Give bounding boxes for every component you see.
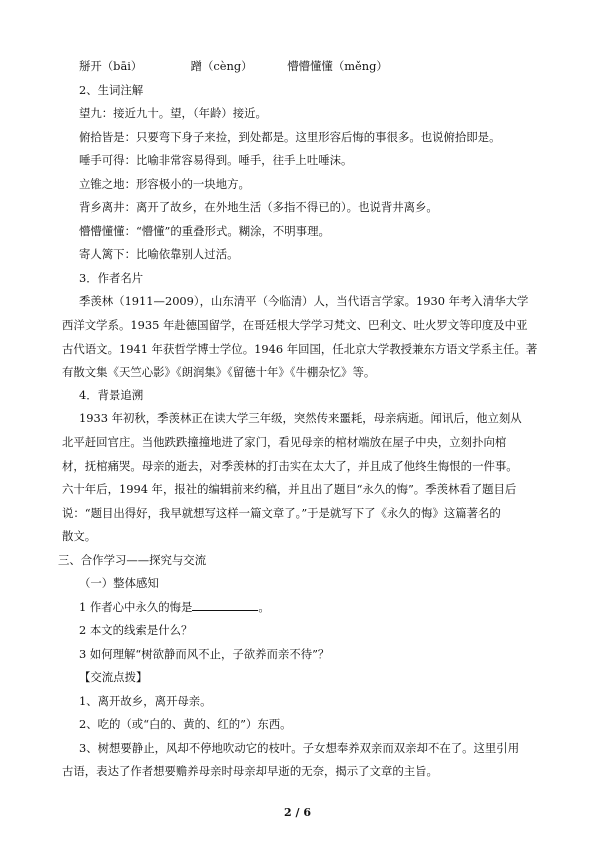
- glossary-item: 唾手可得：比喻非常容易得到。唾手，往手上吐唾沫。: [79, 153, 353, 167]
- question-1-end: 。: [258, 600, 270, 614]
- pinyin-1: 掰开（bāi）: [79, 59, 143, 73]
- answer-line: 2、吃的（或“白的、黄的、红的”）东西。: [79, 717, 292, 731]
- glossary-item: 立锥之地：形容极小的一块地方。: [79, 177, 250, 191]
- answer-line: 1、离开故乡，离开母亲。: [79, 694, 212, 708]
- glossary-item: 俯拾皆是：只要弯下身子来捡，到处都是。这里形容后悔的事很多。也说俯拾即是。: [79, 130, 501, 144]
- pinyin-2: 蹭（cèng）: [190, 59, 253, 73]
- question-1-text: 1 作者心中永久的悔是: [79, 600, 193, 614]
- pinyin-row: [79, 58, 388, 74]
- section-heading: 4．背景追溯: [79, 388, 144, 402]
- pinyin-3: 懵懵懂懂（měng）: [287, 59, 388, 73]
- answer-line: 古语，表达了作者想要赡养母亲时母亲却早逝的无奈，揭示了文章的主旨。: [62, 764, 438, 778]
- question-3: 3 如何理解“树欲静而风不止，子欲养而亲不待”？: [79, 647, 330, 661]
- paragraph-line: 六十年后，1994 年，报社的编辑前来约稿，并且出了题目“永久的悔”。季羡林看了题目后: [62, 482, 517, 496]
- section-heading: 2、生词注解: [79, 83, 144, 97]
- answer-line: 3、树想要静止，风却不停地吹动它的枝叶。子女想奉养双亲而双亲却不在了。这里引用: [79, 741, 520, 755]
- paragraph-line: 北平赶回官庄。当他跌跌撞撞地进了家门，看见母亲的棺材端放在屋子中央，立刻扑向棺: [62, 435, 507, 449]
- glossary-item: 背乡离井：离开了故乡，在外地生活（多指不得已的）。也说背井离乡。: [79, 200, 438, 214]
- paragraph-line: 散文。: [62, 529, 97, 543]
- answer-heading: 【交流点拨】: [79, 670, 148, 684]
- paragraph-line: 西洋文学系。1935 年赴德国留学，在哥廷根大学学习梵文、巴利文、吐火罗文等印度及中亚: [62, 318, 528, 332]
- subsection-heading: （一）整体感知: [79, 576, 159, 590]
- paragraph-line: 古代语文。1941 年获哲学博士学位。1946 年回国，任北京大学教授兼东方语文学系主任。著: [62, 342, 538, 356]
- page-number: 2 / 6: [284, 806, 311, 819]
- paragraph-line: 季羡林（1911—2009），山东清平（今临清）人，当代语言学家。1930 年考入清华大学: [79, 294, 529, 308]
- glossary-item: 望九：接近九十。望，（年龄）接近。: [79, 106, 267, 120]
- section-heading: 3．作者名片: [79, 271, 144, 285]
- glossary-item: 懵懵懂懂：“懵懂”的重叠形式。糊涂，不明事理。: [79, 224, 330, 238]
- paragraph-line: 有散文集《天竺心影》《朗润集》《留德十年》《牛棚杂忆》等。: [62, 365, 376, 379]
- glossary-item: 寄人篱下：比喻依靠别人过活。: [79, 247, 239, 261]
- question-1: [79, 599, 270, 615]
- paragraph-line: 说：“题目出得好，我早就想写这样一篇文章了。”于是就写下了《永久的悔》这篇著名的: [62, 506, 501, 520]
- paragraph-line: 材，抚棺痛哭。母亲的逝去，对季羡林的打击实在太大了，并且成了他终生悔恨的一件事。: [62, 459, 518, 473]
- answer-blank: [192, 599, 258, 611]
- part-heading: 三、合作学习——探究与交流: [58, 553, 207, 567]
- question-2: 2 本文的线索是什么？: [79, 623, 193, 637]
- paragraph-line: 1933 年初秋，季羡林正在读大学三年级，突然传来噩耗，母亲病逝。闻讯后，他立刻从: [79, 411, 522, 425]
